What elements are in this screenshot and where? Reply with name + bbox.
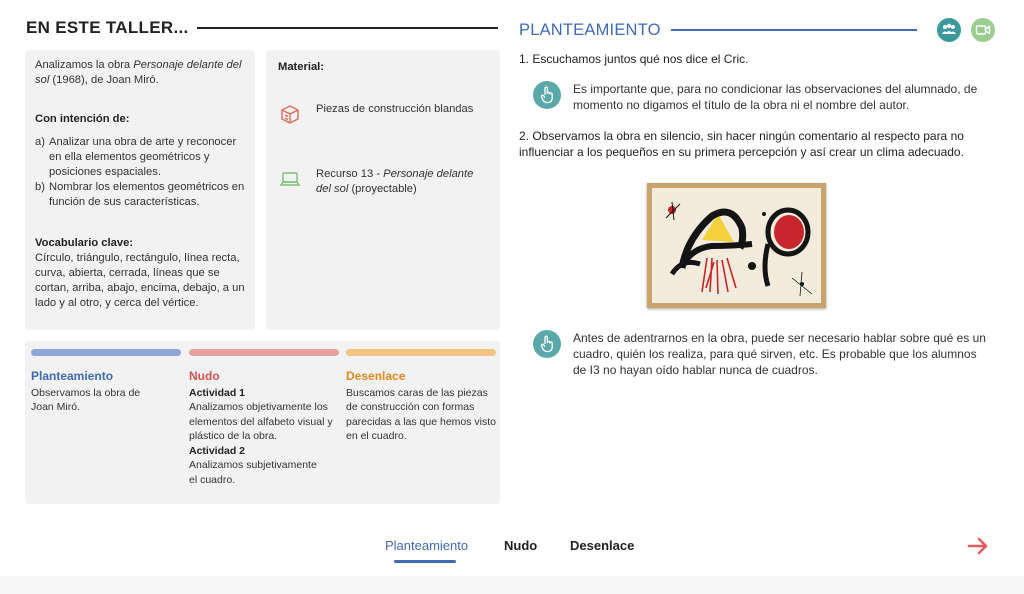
vocabulary-text: Círculo, triángulo, rectángulo, línea recta, curva, abierta, cerrada, líneas que se cortan, arriba, abajo, encima, debajo, a un lado y al otro, y cerca del vértice.	[35, 252, 245, 309]
activity-label: Actividad 1	[189, 386, 246, 399]
box-icon	[278, 102, 302, 126]
phase-navigation	[0, 530, 1024, 570]
footer-strip	[0, 576, 1024, 594]
phase-nudo	[189, 349, 339, 487]
tab-nudo[interactable]: Nudo	[504, 538, 538, 553]
active-tab-indicator	[394, 560, 456, 563]
phase-title: Nudo	[189, 369, 220, 383]
resource-suffix: (proyectable)	[348, 183, 417, 195]
video-icon[interactable]	[971, 18, 995, 42]
material-item-text: Piezas de construcción blandas	[316, 103, 474, 115]
header-divider	[197, 27, 498, 29]
intro-text-end: (1968), de Joan Miró.	[49, 74, 159, 86]
material-item-blocks	[278, 102, 488, 126]
arrow-right-icon[interactable]	[965, 533, 991, 559]
tab-desenlace[interactable]: Desenlace	[570, 538, 635, 553]
phase-text: Analizamos objetivamente los elementos del alfabeto visual y plástico de la obra.	[189, 401, 333, 442]
resource-prefix: Recurso 13 -	[316, 168, 384, 180]
phase-title: Desenlace	[346, 369, 406, 383]
phase-desenlace	[346, 349, 496, 444]
section-header	[519, 16, 995, 44]
material-item-text	[316, 167, 488, 197]
intention-marker: b)	[35, 181, 45, 193]
material-item-resource	[278, 167, 488, 197]
section-divider	[671, 29, 917, 31]
phases-card	[25, 341, 500, 504]
hand-pointer-icon	[533, 330, 561, 358]
intention-heading: Con intención de:	[35, 113, 130, 125]
intention-text: Nombrar los elementos geométricos en función de sus características.	[49, 181, 245, 208]
intro-text	[35, 58, 245, 88]
objectives-card	[25, 50, 255, 330]
hand-pointer-icon	[533, 81, 561, 109]
note-text: Antes de adentrarnos en la obra, puede ser necesario hablar sobre qué es un cuadro, quién los realiza, para qué sirven, etc. Es probable que los alumnos de I3 no hayan oído hablar nunca de cuadros.	[573, 331, 986, 377]
phase-planteamiento	[31, 349, 181, 415]
intention-item	[35, 180, 245, 210]
step-1-text: 1. Escuchamos juntos qué nos dice el Cric.	[519, 52, 749, 66]
intention-text: Analizar una obra de arte y reconocer en ella elementos geométricos y posiciones espaciales.	[49, 136, 237, 178]
group-icon[interactable]	[937, 18, 961, 42]
artwork-image	[647, 183, 826, 308]
teacher-note-1	[533, 81, 983, 113]
workshop-header	[26, 18, 498, 38]
intention-list	[35, 135, 245, 210]
laptop-icon	[278, 167, 302, 191]
activity-label: Actividad 2	[189, 444, 246, 457]
teacher-note-2	[533, 330, 993, 378]
resource-title: Personaje delante del sol	[316, 168, 474, 195]
vocabulary-heading: Vocabulario clave:	[35, 237, 134, 249]
intro-text-start: Analizamos la obra	[35, 59, 134, 71]
material-heading: Material:	[278, 61, 325, 73]
material-card	[266, 50, 500, 330]
phase-text: Observamos la obra de Joan Miró.	[31, 386, 141, 413]
phase-text: Analizamos subjetivamente el cuadro.	[189, 459, 317, 486]
phase-bar	[189, 349, 339, 356]
artwork-canvas	[652, 188, 821, 303]
phase-bar	[346, 349, 496, 356]
section-title: PLANTEAMIENTO	[519, 20, 661, 39]
artwork-title: Personaje delante del sol	[35, 59, 242, 86]
tab-planteamiento[interactable]: Planteamiento	[385, 538, 469, 553]
intention-item	[35, 135, 245, 180]
step-2-text: 2. Observamos la obra en silencio, sin hacer ningún comentario al respecto para no influenciar a los pequeños en su primera percepción y así crear un clima adecuado.	[519, 129, 964, 159]
phase-title: Planteamiento	[31, 369, 114, 383]
intention-marker: a)	[35, 136, 45, 148]
phase-text: Buscamos caras de las piezas de construcción con formas parecidas a las que hemos visto en el cuadro.	[346, 386, 496, 442]
note-text: Es importante que, para no condicionar las observaciones del alumnado, de momento no digamos el título de la obra ni el nombre del autor.	[573, 82, 978, 112]
workshop-title: EN ESTE TALLER...	[26, 18, 189, 37]
phase-bar	[31, 349, 181, 356]
